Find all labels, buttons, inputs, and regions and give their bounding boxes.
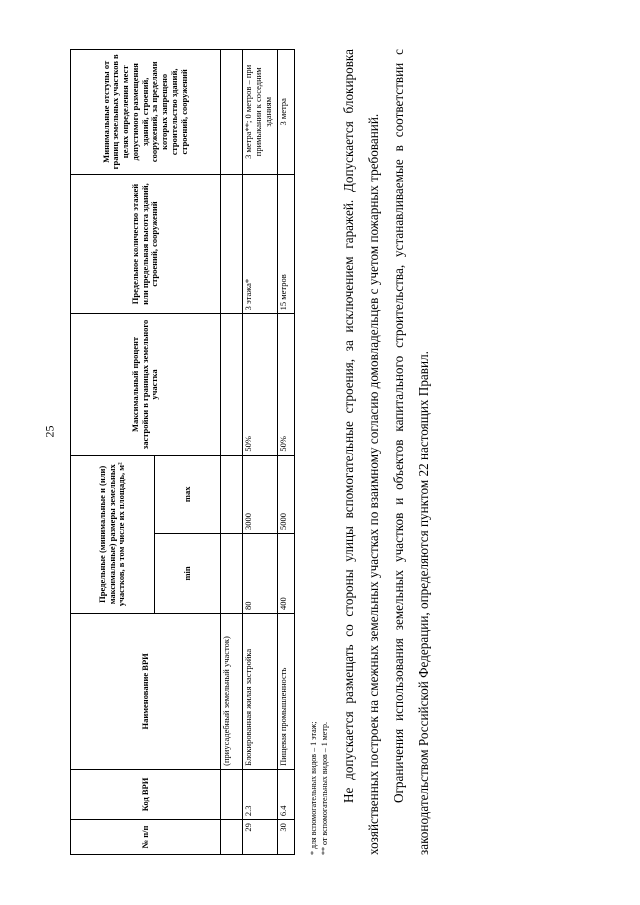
footnote: * для вспомогательных видов – 1 этаж;	[309, 721, 318, 855]
header-percent: Максимальный процент застройки в границах земельного участка	[71, 314, 221, 455]
cell-min: 80	[243, 533, 278, 613]
page-number: 25	[42, 425, 57, 438]
cell-indent: 3 метра**; 0 метров – при примыкании к соседним зданиям	[243, 50, 278, 175]
cell-code	[221, 769, 243, 819]
paragraph: Не допускается размещать со стороны улицы вспомогательные строения, за исключением гаражей. Допускается блокировка хозяйственных построек на смежных земельных участках по взаимному согласию домовладельцев с учетом пожарных требований.	[341, 49, 381, 855]
cell-floors	[221, 174, 243, 314]
header-max: max	[155, 455, 221, 533]
body-text	[336, 49, 436, 855]
paragraph: Ограничения использования земельных участков и объектов капитального строительства, устанавливаемые в соответствии с законодательством Российской Федерации, определяются пунктом 22 настоящих Правил.	[391, 49, 431, 855]
cell-floors: 15 метров	[278, 174, 295, 314]
cell-max	[221, 455, 243, 533]
cell-num	[221, 820, 243, 855]
cell-percent: 50%	[278, 314, 295, 455]
cell-indent: 3 метра	[278, 50, 295, 175]
header-code: Код ВРИ	[71, 769, 221, 819]
cell-min	[221, 533, 243, 613]
cell-indent	[221, 50, 243, 175]
cell-floors: 3 этажа*	[243, 174, 278, 314]
table-row-continuation	[221, 50, 243, 855]
cell-max: 3000	[243, 455, 278, 533]
table-row	[278, 50, 295, 855]
header-indent: Минимальные отступы от границ земельных участков в целях определения мест допустимого размещения зданий, строений, сооружений, за пределами которых запрещено строительство зданий, строений, сооружений	[71, 50, 221, 175]
cell-percent: 50%	[243, 314, 278, 455]
cell-code: 2.3	[243, 769, 278, 819]
cell-max: 5000	[278, 455, 295, 533]
zoning-parameters-table	[70, 49, 295, 855]
header-size-group: Предельные (минимальные и (или) максимальные) размеры земельных участков, в том числе их площадь, м²	[71, 455, 155, 613]
cell-code: 6.4	[278, 769, 295, 819]
cell-percent	[221, 314, 243, 455]
header-min: min	[155, 533, 221, 613]
table-footnotes	[308, 722, 330, 855]
cell-min: 400	[278, 533, 295, 613]
header-name: Наименование ВРИ	[71, 613, 221, 769]
footnote: ** от вспомогательных видов – 1 метр.	[320, 722, 329, 855]
header-num: № п/п	[71, 820, 221, 855]
cell-num: 29	[243, 820, 278, 855]
cell-num: 30	[278, 820, 295, 855]
cell-name: (приусадебный земельный участок)	[221, 613, 243, 769]
header-floors: Предельное количество этажей или предельная высота зданий, строений, сооружений	[71, 174, 221, 314]
cell-name: Блокированная жилая застройка	[243, 613, 278, 769]
table-row	[243, 50, 278, 855]
cell-name: Пищевая промышленность	[278, 613, 295, 769]
table-header-row	[71, 50, 155, 855]
